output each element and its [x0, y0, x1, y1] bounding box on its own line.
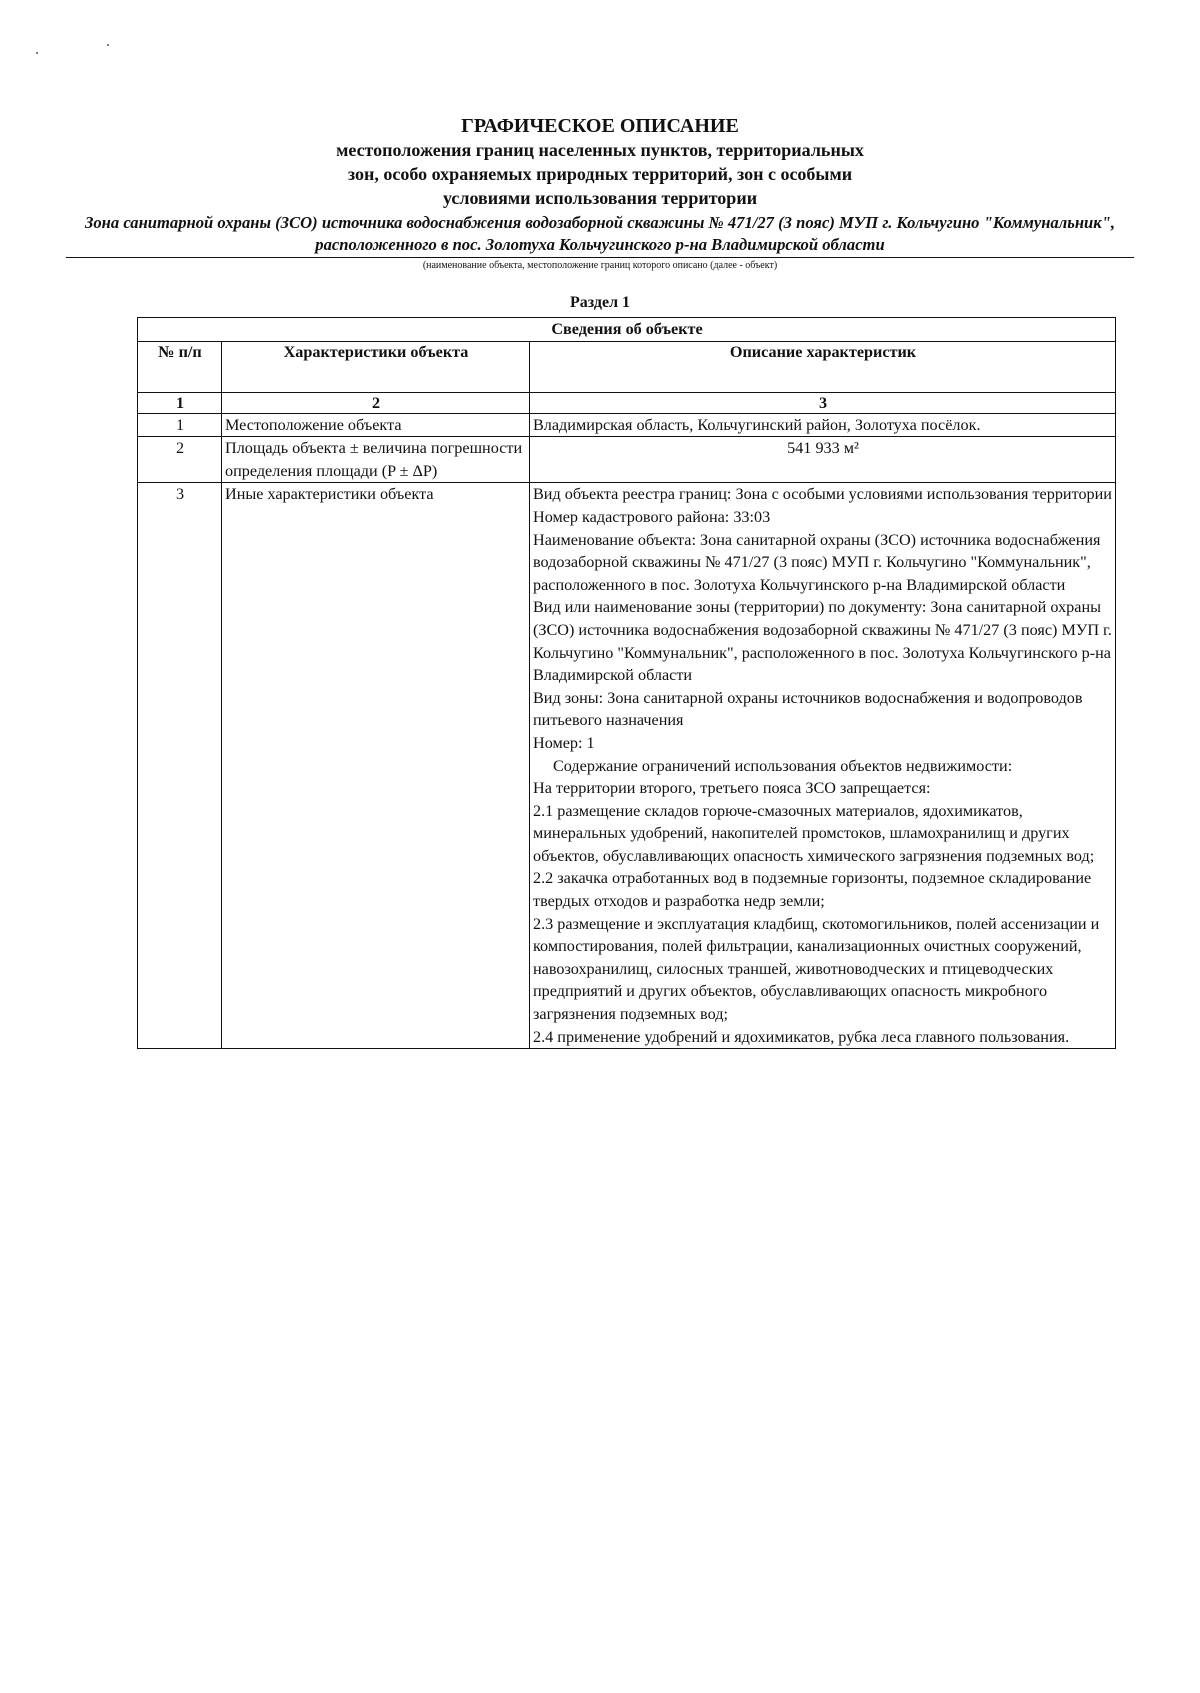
table-row	[138, 413, 1116, 437]
description-paragraph: Вид объекта реестра границ: Зона с особыми условиями использования территории	[533, 485, 1112, 504]
description-paragraph: 2.4 применение удобрений и ядохимикатов, рубка леса главного пользования.	[533, 1027, 1070, 1046]
description-paragraph: Владимирская область, Кольчугинский район, Золотуха посёлок.	[533, 415, 981, 434]
column-number: 1	[138, 392, 222, 413]
scan-speck	[36, 52, 38, 54]
table-row	[138, 437, 1116, 483]
row-description	[530, 483, 1116, 1049]
description-paragraph: Номер: 1	[533, 733, 595, 752]
row-number: 1	[138, 413, 222, 437]
description-paragraph: На территории второго, третьего пояса ЗСО запрещается:	[533, 779, 931, 798]
description-paragraph: Содержание ограничений использования объектов недвижимости:	[553, 756, 1013, 775]
subtitle-line: условиями использования территории	[442, 188, 758, 208]
column-header-description: Описание характеристик	[530, 341, 1116, 392]
column-header-number: № п/п	[138, 341, 222, 392]
scan-speck	[107, 44, 109, 46]
section-label: Раздел 1	[569, 294, 631, 311]
row-number: 2	[138, 437, 222, 483]
subtitle-line: зон, особо охраняемых природных территорий, зон с особыми	[347, 164, 853, 184]
description-paragraph: 2.1 размещение складов горюче-смазочных материалов, ядохимикатов, минеральных удобрений, накопителей промстоков, шламохранилищ и других объектов, обуславливающих опасность химического загрязнения подземных вод;	[533, 801, 1095, 865]
column-number: 3	[530, 392, 1116, 413]
row-characteristic: Площадь объекта ± величина погрешности определения площади (P ± ΔP)	[222, 437, 530, 483]
object-name: Зона санитарной охраны (ЗСО) источника водоснабжения водозаборной скважины № 471/27 (3 пояс) МУП г. Кольчугино "Коммунальник", расположенного в пос. Золотуха Кольчугинского р-на Владимирской области	[84, 213, 1116, 254]
table-header-row	[138, 341, 1116, 392]
table-caption-row	[138, 318, 1116, 342]
document-header	[0, 114, 1200, 312]
description-paragraph: Наименование объекта: Зона санитарной охраны (ЗСО) источника водоснабжения водозаборной скважины № 471/27 (3 пояс) МУП г. Кольчугино "Коммунальник", расположенного в пос. Золотуха Кольчугинского р-на Владимирской области	[533, 530, 1101, 594]
object-name-caption: (наименование объекта, местоположение границ которого описано (далее - объект)	[422, 260, 778, 271]
object-info-table	[137, 317, 1116, 1049]
table-row	[138, 483, 1116, 1049]
column-number: 2	[222, 392, 530, 413]
object-name-underline	[66, 257, 1134, 258]
row-description	[530, 437, 1116, 483]
column-number-row	[138, 392, 1116, 413]
description-paragraph: Вид зоны: Зона санитарной охраны источников водоснабжения и водопроводов питьевого назначения	[533, 688, 1083, 730]
column-header-characteristic: Характеристики объекта	[222, 341, 530, 392]
row-number: 3	[138, 483, 222, 1049]
description-paragraph: 2.3 размещение и эксплуатация кладбищ, скотомогильников, полей ассенизации и компостирования, полей фильтрации, канализационных очистных сооружений, навозохранилищ, силосных траншей, животноводческих и птицеводческих предприятий и других объектов, обуславливающих опасность микробного загрязнения подземных вод;	[533, 914, 1100, 1024]
description-paragraph: Номер кадастрового района: 33:03	[533, 507, 771, 526]
area-value: 541 933 м²	[787, 439, 859, 458]
subtitle-line: местоположения границ населенных пунктов, территориальных	[336, 140, 864, 160]
row-characteristic: Местоположение объекта	[222, 413, 530, 437]
row-description	[530, 413, 1116, 437]
description-paragraph: 2.2 закачка отработанных вод в подземные горизонты, подземное складирование твердых отходов и разработка недр земли;	[533, 869, 1092, 911]
document-title: ГРАФИЧЕСКОЕ ОПИСАНИЕ	[461, 115, 739, 137]
table-caption: Сведения об объекте	[138, 318, 1116, 342]
description-paragraph: Вид или наименование зоны (территории) по документу: Зона санитарной охраны (ЗСО) источника водоснабжения водозаборной скважины № 471/27 (3 пояс) МУП г. Кольчугино "Коммунальник", расположенного в пос. Золотуха Кольчугинского р-на Владимирской области	[533, 598, 1112, 685]
row-characteristic: Иные характеристики объекта	[222, 483, 530, 1049]
